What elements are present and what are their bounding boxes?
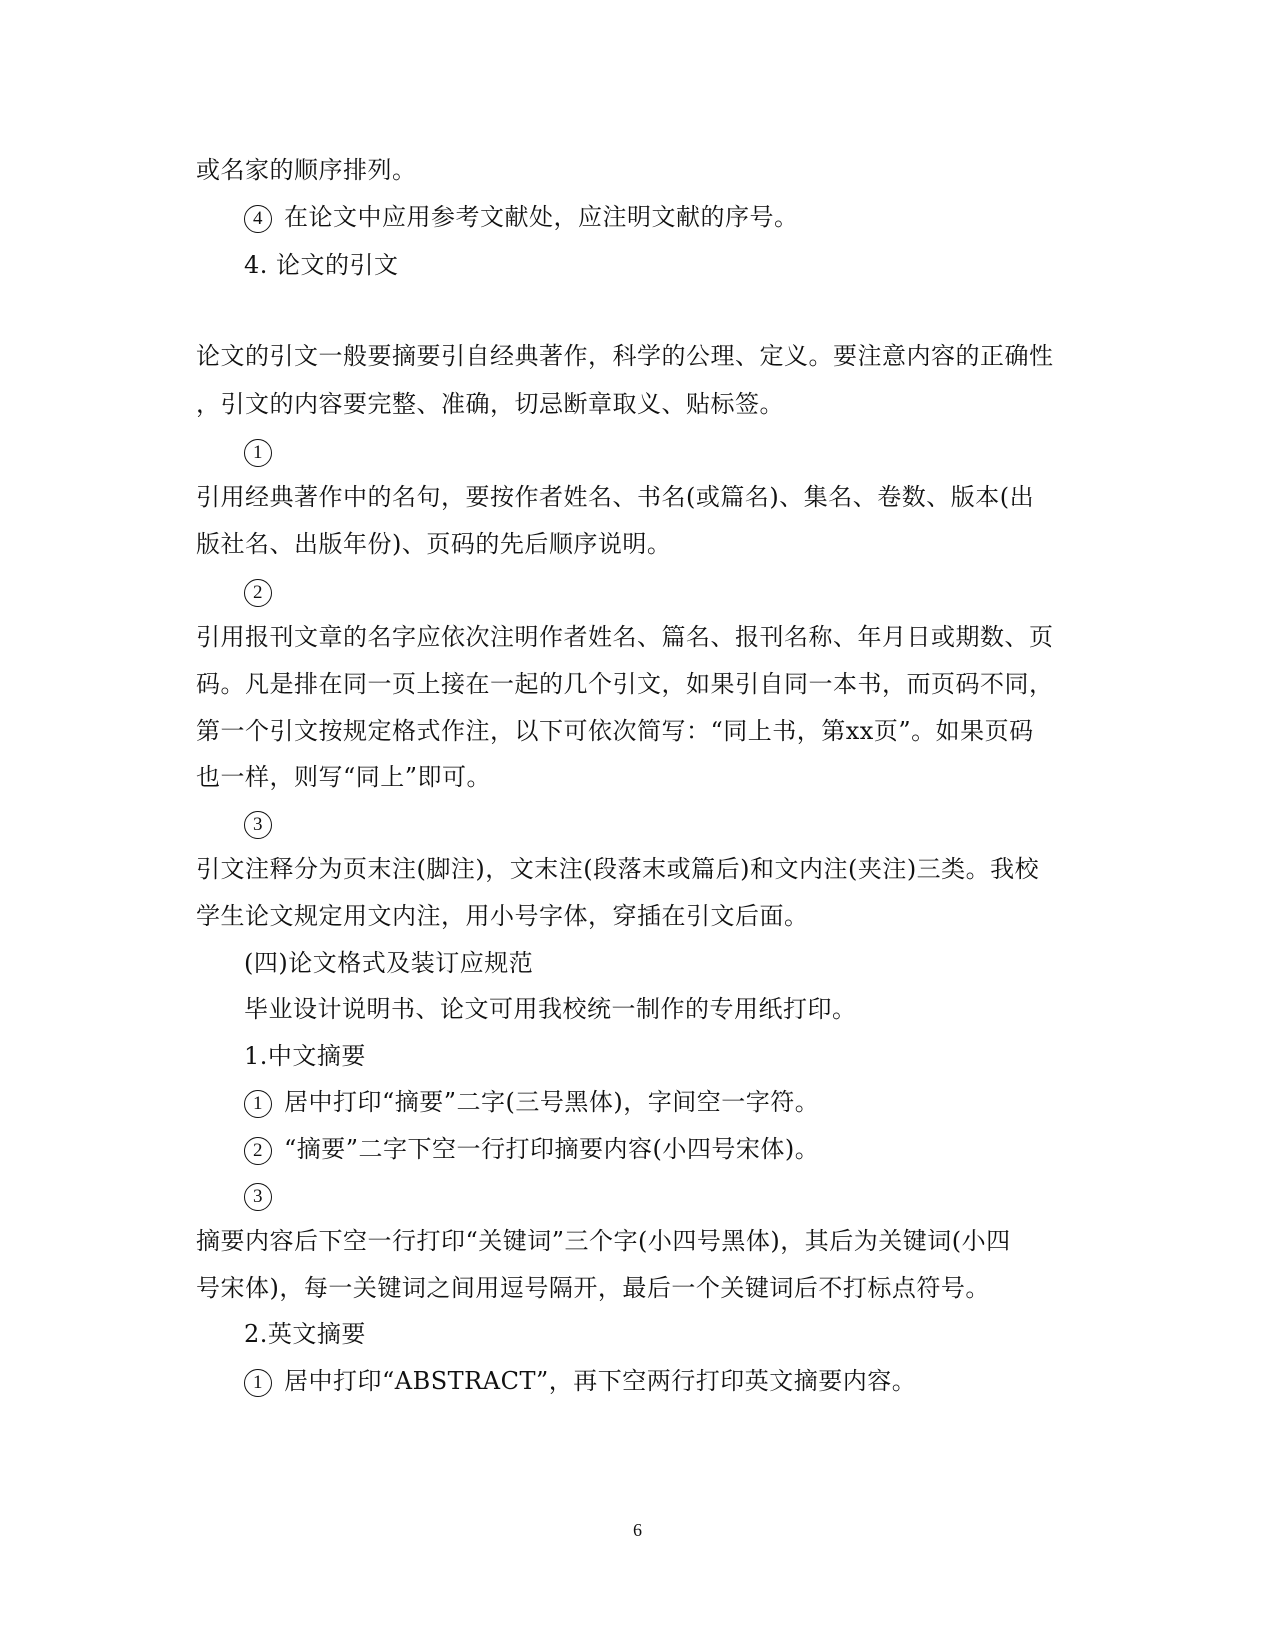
line-text: 居中打印“摘要”二字(三号黑体)，字间空一字符。 (284, 1088, 820, 1116)
line-text: 版社名、出版年份)、页码的先后顺序说明。 (196, 530, 672, 558)
line-text: 居中打印“ABSTRACT”，再下空两行打印英文摘要内容。 (284, 1367, 917, 1395)
list-marker-line (244, 1180, 284, 1211)
line-text: 或名家的顺序排列。 (196, 156, 417, 184)
heading-text: 2.英文摘要 (244, 1320, 366, 1348)
text-line (196, 854, 1039, 884)
heading-text: (四)论文格式及装订应规范 (244, 949, 534, 977)
line-text: 引文注释分为页末注(脚注)，文末注(段落末或篇后)和文内注(夹注)三类。我校 (196, 855, 1040, 883)
text-line (196, 341, 1054, 371)
section-heading (244, 250, 399, 280)
text-line (196, 901, 809, 931)
circled-number: 1 (244, 1369, 272, 1397)
line-text: 也一样，则写“同上”即可。 (196, 763, 492, 791)
circled-number: 1 (244, 439, 272, 467)
page-number: 6 (633, 1520, 642, 1540)
text-line (196, 1226, 1011, 1256)
circled-number: 1 (244, 1090, 272, 1118)
section-heading (244, 1041, 366, 1071)
text-line (244, 994, 857, 1024)
line-text: ，引文的内容要完整、准确，切忌断章取义、贴标签。 (196, 390, 784, 418)
line-text: 引用报刊文章的名字应依次注明作者姓名、篇名、报刊名称、年月日或期数、页 (196, 623, 1054, 651)
line-text: 号宋体)，每一关键词之间用逗号隔开，最后一个关键词后不打标点符号。 (196, 1274, 990, 1302)
list-marker-line (244, 576, 284, 607)
line-text: 引用经典著作中的名句，要按作者姓名、书名(或篇名)、集名、卷数、版本(出 (196, 483, 1035, 511)
section-heading (244, 948, 533, 978)
line-text: 在论文中应用参考文献处，应注明文献的序号。 (284, 203, 799, 231)
heading-text: 4. 论文的引文 (244, 251, 399, 279)
text-line (196, 1273, 990, 1303)
circled-number: 4 (244, 205, 272, 233)
text-line (196, 716, 1034, 746)
text-line (196, 529, 671, 559)
list-marker-line (244, 808, 284, 839)
text-line (196, 389, 784, 419)
line-text: 第一个引文按规定格式作注，以下可依次简写：“同上书，第xx页”。如果页码 (196, 717, 1034, 745)
line-text: 毕业设计说明书、论文可用我校统一制作的专用纸打印。 (244, 995, 857, 1023)
text-line (196, 155, 417, 185)
list-item (244, 1087, 819, 1118)
text-line (196, 762, 491, 792)
line-text: 码。凡是排在同一页上接在一起的几个引文，如果引自同一本书，而页码不同， (196, 670, 1054, 698)
circled-number: 3 (244, 1183, 272, 1211)
line-text: 学生论文规定用文内注，用小号字体，穿插在引文后面。 (196, 902, 809, 930)
text-line (196, 669, 1054, 699)
section-heading (244, 1319, 366, 1349)
line-text: “摘要”二字下空一行打印摘要内容(小四号宋体)。 (284, 1135, 820, 1163)
text-line (196, 482, 1034, 512)
line-text: 论文的引文一般要摘要引自经典著作，科学的公理、定义。要注意内容的正确性 (196, 342, 1054, 370)
list-item (244, 202, 799, 233)
line-text: 摘要内容后下空一行打印“关键词”三个字(小四号黑体)，其后为关键词(小四 (196, 1227, 1011, 1255)
circled-number: 2 (244, 1137, 272, 1165)
list-item (244, 1134, 819, 1165)
list-marker-line (244, 436, 284, 467)
text-line (196, 622, 1054, 652)
circled-number: 2 (244, 579, 272, 607)
heading-text: 1.中文摘要 (244, 1042, 366, 1070)
circled-number: 3 (244, 811, 272, 839)
list-item (244, 1366, 916, 1397)
